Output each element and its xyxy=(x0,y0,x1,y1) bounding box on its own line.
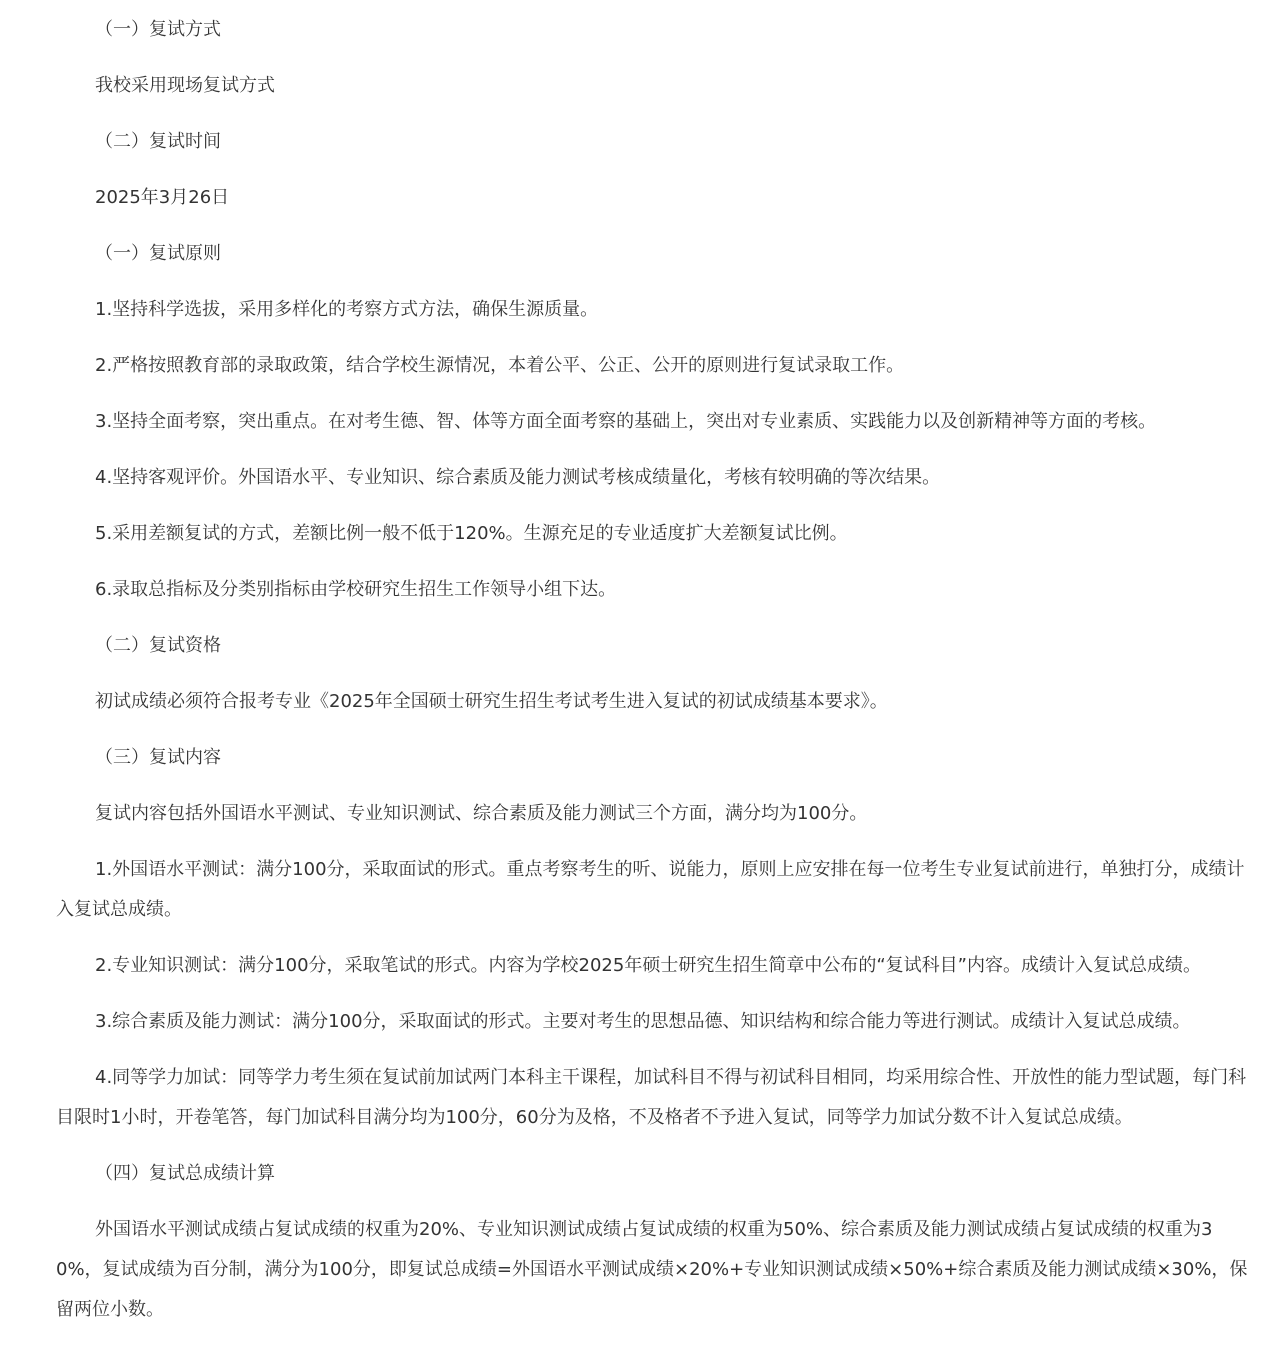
section-heading-eligibility: （二）复试资格 xyxy=(95,635,221,656)
principle-item-4: 4.坚持客观评价。外国语水平、专业知识、综合素质及能力测试考核成绩量化，考核有较明确的等次结果。 xyxy=(95,467,941,488)
content-item-3: 3.综合素质及能力测试：满分100分，采取面试的形式。主要对考生的思想品德、知识结构和综合能力等进行测试。成绩计入复试总成绩。 xyxy=(95,1011,1191,1032)
section-heading-content: （三）复试内容 xyxy=(95,747,221,768)
article-body xyxy=(56,0,1259,1346)
section-heading-score: （四）复试总成绩计算 xyxy=(95,1163,275,1184)
section-heading-principles: （一）复试原则 xyxy=(95,243,221,264)
paragraph-score: 外国语水平测试成绩占复试成绩的权重为20%、专业知识测试成绩占复试成绩的权重为50%、综合素质及能力测试成绩占复试成绩的权重为30%，复试成绩为百分制，满分为100分，即复试总成绩=外国语水平测试成绩×20%+专业知识测试成绩×50%+综合素质及能力测试成绩×30%，保留两位小数。 xyxy=(56,1219,1248,1320)
principle-item-2: 2.严格按照教育部的录取政策，结合学校生源情况，本着公平、公正、公开的原则进行复试录取工作。 xyxy=(95,355,905,376)
content-item-1: 1.外国语水平测试：满分100分，采取面试的形式。重点考察考生的听、说能力，原则上应安排在每一位考生专业复试前进行，单独打分，成绩计入复试总成绩。 xyxy=(56,859,1245,920)
paragraph-time: 2025年3月26日 xyxy=(95,187,230,208)
principle-item-1: 1.坚持科学选拔，采用多样化的考察方式方法，确保生源质量。 xyxy=(95,299,599,320)
paragraph-content-intro: 复试内容包括外国语水平测试、专业知识测试、综合素质及能力测试三个方面，满分均为100分。 xyxy=(95,803,868,824)
paragraph-eligibility: 初试成绩必须符合报考专业《2025年全国硕士研究生招生考试考生进入复试的初试成绩基本要求》。 xyxy=(95,691,888,712)
principle-item-5: 5.采用差额复试的方式，差额比例一般不低于120%。生源充足的专业适度扩大差额复试比例。 xyxy=(95,523,848,544)
section-heading-time: （二）复试时间 xyxy=(95,131,221,152)
principle-item-6: 6.录取总指标及分类别指标由学校研究生招生工作领导小组下达。 xyxy=(95,579,617,600)
section-heading-method: （一）复试方式 xyxy=(95,19,221,40)
content-item-2: 2.专业知识测试：满分100分，采取笔试的形式。内容为学校2025年硕士研究生招生简章中公布的“复试科目”内容。成绩计入复试总成绩。 xyxy=(95,955,1201,976)
paragraph-method: 我校采用现场复试方式 xyxy=(95,75,275,96)
principle-item-3: 3.坚持全面考察，突出重点。在对考生德、智、体等方面全面考察的基础上，突出对专业素质、实践能力以及创新精神等方面的考核。 xyxy=(95,411,1157,432)
content-item-4: 4.同等学力加试：同等学力考生须在复试前加试两门本科主干课程，加试科目不得与初试科目相同，均采用综合性、开放性的能力型试题，每门科目限时1小时，开卷笔答，每门加试科目满分均为100分，60分为及格，不及格者不予进入复试，同等学力加试分数不计入复试总成绩。 xyxy=(56,1067,1247,1128)
